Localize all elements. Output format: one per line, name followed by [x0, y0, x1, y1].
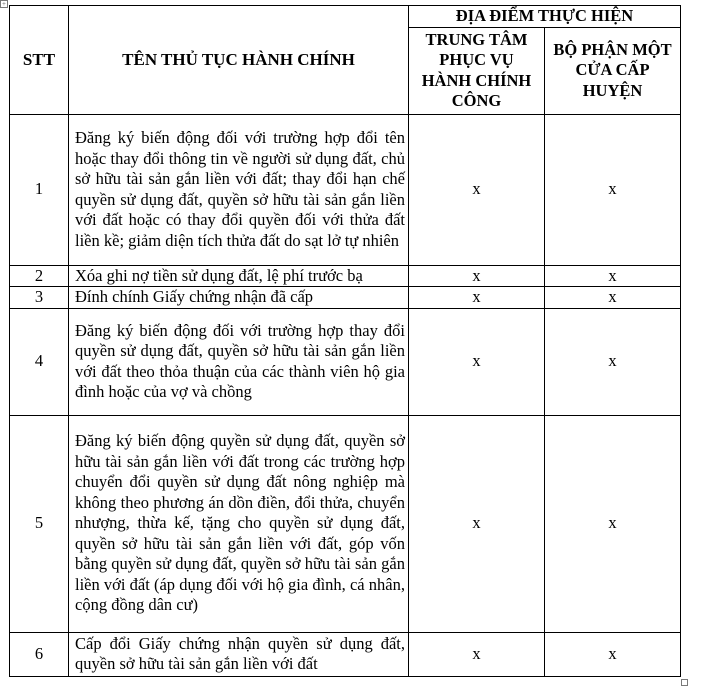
- row-center-mark: x: [409, 287, 545, 309]
- table-row: [10, 415, 681, 632]
- row-stt: 5: [10, 415, 69, 632]
- row-procedure-name: Đăng ký biến động đối với trường hợp đổi tên hoặc thay đổi thông tin về người sử dụng đất, chủ sở hữu tài sản gắn liền với đất; thay đổi hạn chế quyền sử dụng đất, quyền sở hữu tài sản gắn liền với đất hoặc có thay đổi quyền đối với thửa đất liền kề; giảm diện tích thửa đất do sạt lở tự nhiên: [69, 114, 409, 265]
- row-district-mark: x: [545, 632, 681, 676]
- row-stt: 3: [10, 287, 69, 309]
- row-procedure-name: Đính chính Giấy chứng nhận đã cấp: [69, 287, 409, 309]
- row-stt: 2: [10, 265, 69, 287]
- header-location-group: ĐỊA ĐIỂM THỰC HIỆN: [409, 6, 681, 28]
- header-procedure-name: TÊN THỦ TỤC HÀNH CHÍNH: [69, 6, 409, 115]
- row-procedure-name: Xóa ghi nợ tiền sử dụng đất, lệ phí trước bạ: [69, 265, 409, 287]
- table-move-handle-icon[interactable]: +: [0, 0, 8, 8]
- table-row: [10, 287, 681, 309]
- table-row: [10, 632, 681, 676]
- row-district-mark: x: [545, 415, 681, 632]
- row-district-mark: x: [545, 265, 681, 287]
- table-row: [10, 308, 681, 415]
- row-district-mark: x: [545, 308, 681, 415]
- row-procedure-name: Đăng ký biến động quyền sử dụng đất, quyền sở hữu tài sản gắn liền với đất trong các trường hợp chuyển đổi quyền sử dụng đất nông nghiệp mà không theo phương án dồn điền, đổi thửa, chuyển nhượng, thừa kế, tặng cho quyền sử dụng đất, quyền sở hữu tài sản gắn liền với đất, góp vốn bằng quyền sử dụng đất, quyền sở hữu tài sản gắn liền với đất (áp dụng đối với hộ gia đình, cá nhân, cộng đồng dân cư): [69, 415, 409, 632]
- row-district-mark: x: [545, 114, 681, 265]
- row-center-mark: x: [409, 415, 545, 632]
- row-procedure-name: Đăng ký biến động đối với trường hợp thay đổi quyền sử dụng đất, quyền sở hữu tài sản gắn liền với đất theo thỏa thuận của các thành viên hộ gia đình hoặc của vợ và chồng: [69, 308, 409, 415]
- header-center: TRUNG TÂM PHỤC VỤ HÀNH CHÍNH CÔNG: [409, 27, 545, 114]
- row-center-mark: x: [409, 632, 545, 676]
- row-procedure-name: Cấp đổi Giấy chứng nhận quyền sử dụng đất, quyền sở hữu tài sản gắn liền với đất: [69, 632, 409, 676]
- table-row: [10, 265, 681, 287]
- row-stt: 4: [10, 308, 69, 415]
- row-center-mark: x: [409, 114, 545, 265]
- procedure-table: [9, 5, 681, 677]
- row-district-mark: x: [545, 287, 681, 309]
- row-stt: 1: [10, 114, 69, 265]
- header-stt: STT: [10, 6, 69, 115]
- header-district: BỘ PHẬN MỘT CỬA CẤP HUYỆN: [545, 27, 681, 114]
- row-stt: 6: [10, 632, 69, 676]
- table-row: [10, 114, 681, 265]
- row-center-mark: x: [409, 265, 545, 287]
- row-center-mark: x: [409, 308, 545, 415]
- table-resize-handle-icon[interactable]: [681, 679, 688, 686]
